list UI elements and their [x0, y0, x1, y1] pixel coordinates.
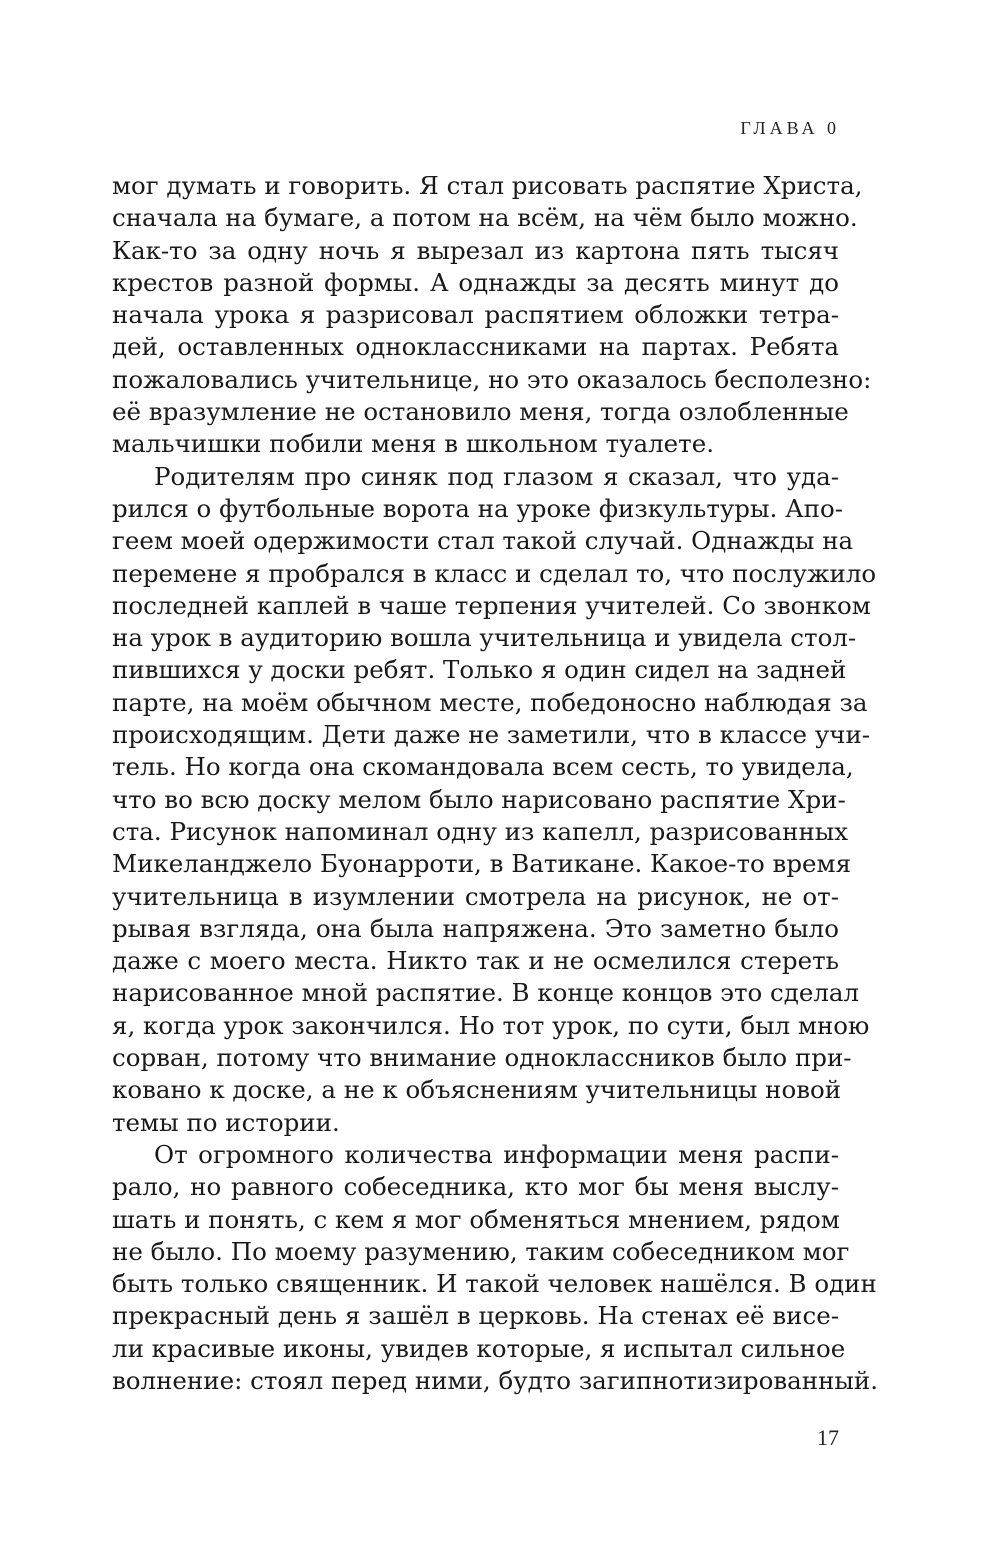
text-line: даже с моего места. Никто так и не осмелился стереть — [112, 946, 839, 976]
text-line: ковано к доске, а не к объяснениям учительницы новой — [112, 1075, 842, 1105]
text-line: быть только священник. И такой человек нашёлся. В один — [112, 1269, 877, 1299]
text-line: Родителям про синяк под глазом я сказал, что уда- — [154, 461, 839, 491]
text-line: геем моей одержимости стал такой случай. Однажды на — [112, 526, 854, 556]
text-line: прекрасный день я зашёл в церковь. На стенах её висе- — [112, 1301, 839, 1331]
text-line: не было. По моему разумению, таким собеседником мог — [112, 1236, 850, 1266]
text-line: мальчишки побили меня в школьном туалете. — [112, 429, 714, 459]
text-line: рало, но равного собеседника, кто мог бы меня выслу- — [112, 1172, 839, 1202]
text-line: ста. Рисунок напоминал одну из капелл, разрисованных — [112, 816, 849, 846]
text-line: пившихся у доски ребят. Только я один сидел на задней — [112, 655, 847, 685]
text-line: нарисованное мной распятие. В конце концов это сделал — [112, 978, 860, 1008]
text-line: От огромного количества информации меня распи- — [154, 1139, 839, 1169]
text-line: рывая взгляда, она была напряжена. Это заметно было — [112, 913, 839, 943]
text-line: её вразумление не остановило меня, тогда озлобленные — [112, 397, 849, 427]
text-line: на урок в аудиторию вошла учительница и увидела стол- — [112, 623, 857, 653]
text-line: мог думать и говорить. Я стал рисовать распятие Христа, — [112, 171, 863, 200]
page-number: 17 — [817, 1425, 839, 1450]
text-line: последней каплей в чаше терпения учителей. Со звонком — [112, 590, 871, 620]
text-line: сначала на бумаге, а потом на всём, на чём было можно. — [112, 203, 858, 233]
text-line: я, когда урок закончился. Но тот урок, по сути, был мною — [112, 1010, 870, 1040]
text-line: что во всю доску мелом было нарисовано распятие Хри- — [112, 784, 846, 814]
text-line: волнение: стоял перед ними, будто загипнотизированный. — [112, 1365, 879, 1395]
text-line: Микеланджело Буонарроти, в Ватикане. Какое-то время — [112, 849, 852, 879]
text-line: происходящим. Дети даже не заметили, что в классе учи- — [112, 720, 871, 750]
text-line: Как-то за одну ночь я вырезал из картона пять тысяч — [112, 235, 839, 265]
text-line: парте, на моём обычном месте, победоносно наблюдая за — [112, 687, 868, 717]
text-line: рился о футбольные ворота на уроке физкультуры. Апо- — [112, 493, 843, 523]
body-text — [112, 170, 879, 1397]
paragraph-2 — [112, 461, 877, 1139]
text-line: сорван, потому что внимание одноклассников было при- — [112, 1043, 852, 1073]
text-line: ли красивые иконы, увидев которые, я испытал сильное — [112, 1333, 846, 1363]
text-line: темы по истории. — [112, 1107, 340, 1137]
text-line: дей, оставленных одноклассниками на партах. Ребята — [112, 332, 839, 362]
text-line: начала урока я разрисовал распятием обложки тетра- — [112, 300, 839, 330]
paragraph-1 — [112, 170, 872, 461]
text-line: учительница в изумлении смотрела на рисунок, не от- — [112, 881, 839, 911]
text-line: крестов разной формы. А однажды за десять минут до — [112, 267, 839, 297]
text-line: тель. Но когда она скомандовала всем сесть, то увидела, — [112, 752, 854, 782]
text-line: пожаловались учительнице, но это оказалось бесполезно: — [112, 364, 872, 394]
running-head: ГЛАВА 0 — [740, 118, 840, 138]
text-line: перемене я пробрался в класс и сделал то, что послужило — [112, 558, 877, 588]
text-line: шать и понять, с кем я мог обменяться мнением, рядом — [112, 1204, 840, 1234]
paragraph-3 — [112, 1139, 879, 1397]
